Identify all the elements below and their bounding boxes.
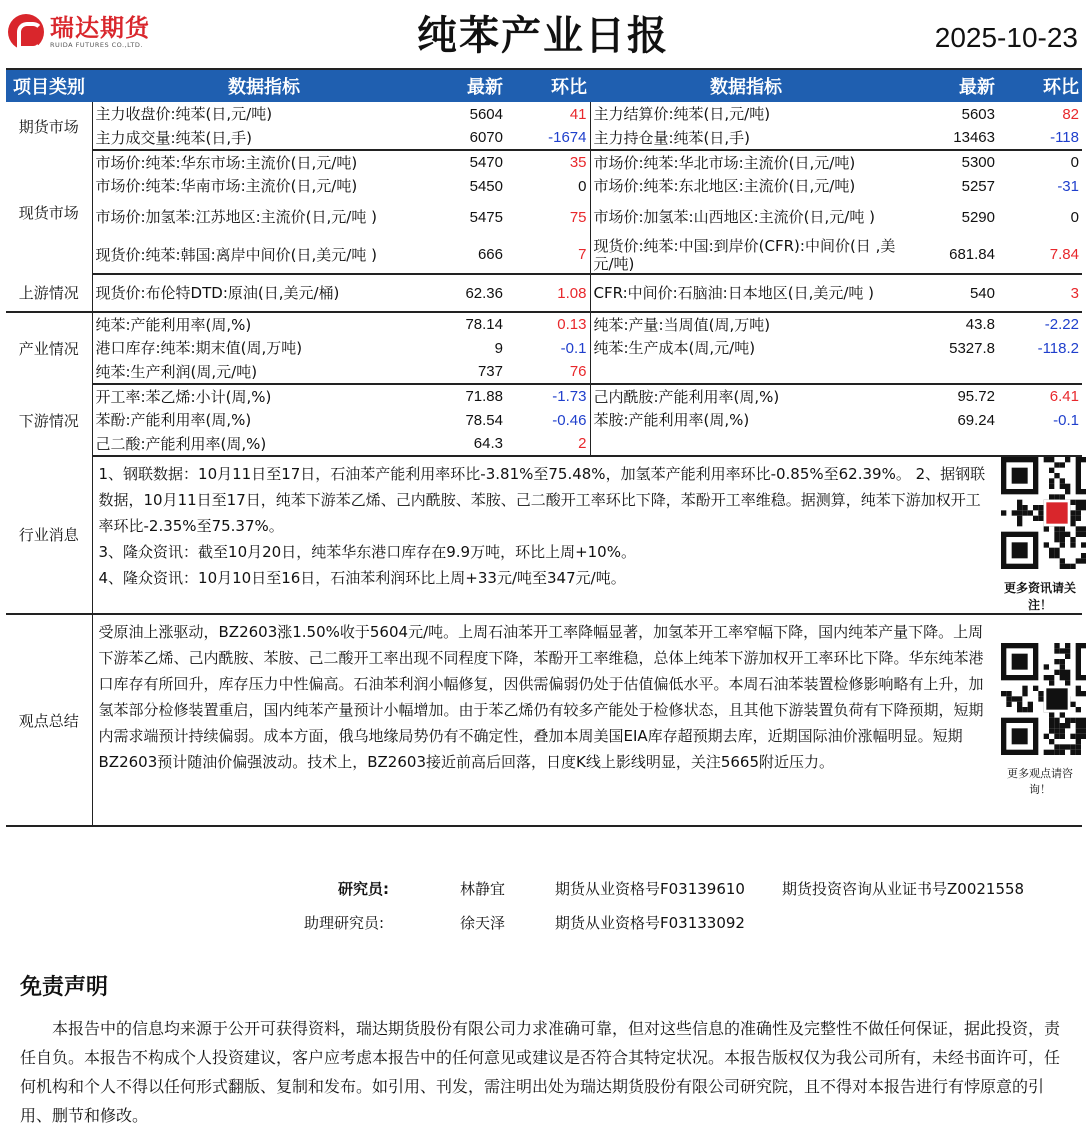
news-content — [92, 456, 998, 614]
summary-label: 观点总结 — [6, 614, 92, 826]
change-value: -1674 — [506, 126, 590, 150]
data-table — [6, 68, 1082, 827]
change-value: 0.13 — [557, 316, 587, 333]
col-header-change-2: 环比 — [998, 69, 1082, 102]
table-row — [6, 174, 1082, 198]
table-row — [6, 312, 1082, 336]
latest-value: 13463 — [902, 126, 998, 150]
indicator-name: 主力收盘价:纯苯(日,元/吨) — [95, 105, 273, 123]
category-downstream: 下游情况 — [6, 384, 92, 456]
researcher-advisory-cert: 期货投资咨询从业证书号Z0021558 — [782, 880, 1025, 898]
latest-value: 5327.8 — [949, 339, 995, 357]
assistant-name: 徐天泽 — [460, 914, 506, 932]
summary-qr-caption: 更多观点请咨询！ — [1007, 767, 1073, 796]
change-value: -0.1 — [560, 339, 587, 357]
table-row — [6, 384, 1082, 408]
assistant-label: 助理研究员: — [304, 914, 385, 932]
table-row — [6, 408, 1082, 432]
report-header — [0, 0, 1086, 68]
change-value: 2 — [506, 432, 590, 456]
table-row — [6, 336, 1082, 360]
indicator-name: 市场价:加氢苯:山西地区:主流价(日,元/吨 ) — [590, 198, 902, 236]
change-value: 0 — [578, 177, 587, 195]
category-futures: 期货市场 — [6, 102, 92, 150]
latest-value — [902, 432, 998, 456]
change-value: 41 — [569, 105, 587, 123]
researcher-name: 林静宜 — [460, 880, 506, 898]
category-spot: 现货市场 — [6, 150, 92, 274]
latest-value: 5475 — [469, 208, 503, 226]
change-value: 6.41 — [1049, 388, 1079, 405]
change-value: -118 — [998, 126, 1082, 150]
change-value: 75 — [569, 208, 587, 226]
news-label: 行业消息 — [6, 456, 92, 614]
latest-value: 5300 — [961, 154, 995, 171]
logo-name: 瑞达期货 — [50, 14, 150, 42]
change-value: 7.84 — [998, 236, 1082, 274]
latest-value: 6070 — [436, 126, 506, 150]
indicator-name: 苯酚:产能利用率(周,%) — [95, 411, 252, 429]
indicator-name: 纯苯:产能利用率(周,%) — [95, 315, 252, 334]
category-upstream: 上游情况 — [6, 274, 92, 312]
table-row — [6, 198, 1082, 236]
table-row — [6, 102, 1082, 126]
indicator-name: 港口库存:纯苯:期末值(周,万吨) — [95, 339, 303, 357]
latest-value: 5470 — [469, 154, 503, 171]
latest-value: 666 — [436, 236, 506, 274]
change-value: -118.2 — [1037, 339, 1079, 357]
latest-value: 5257 — [961, 177, 995, 195]
latest-value: 5450 — [469, 177, 503, 195]
table-row — [6, 150, 1082, 174]
indicator-name: 市场价:纯苯:东北地区:主流价(日,元/吨) — [590, 174, 902, 198]
category-industry: 产业情况 — [6, 312, 92, 384]
news-item-3: 3、隆众资讯：截至10月20日，纯苯华东港口库存在9.9万吨，环比上周+10%。 — [98, 543, 636, 561]
col-header-latest-2: 最新 — [902, 69, 998, 102]
news-qr-caption: 更多资讯请关注！ — [1003, 581, 1076, 612]
indicator-name: 纯苯:生产利润(周,元/吨) — [92, 360, 436, 384]
indicator-name: 己二酸:产能利用率(周,%) — [92, 432, 436, 456]
latest-value: 43.8 — [965, 316, 995, 333]
latest-value: 9 — [494, 339, 503, 357]
latest-value: 5290 — [961, 208, 995, 226]
indicator-name: 纯苯:产量:当周值(周,万吨) — [590, 312, 902, 336]
col-header-latest: 最新 — [436, 69, 506, 102]
indicator-name: 己内酰胺:产能利用率(周,%) — [590, 384, 902, 408]
change-value: -1.73 — [552, 388, 587, 405]
news-item-1: 1、钢联数据：10月11日至17日，石油苯产能利用率环比-3.81%至75.48%，加氢苯产能利用率环比-0.85%至62.39%。 2、据钢联数据，10月11日至17日，纯苯下游苯乙烯、己内酰胺、苯胺、己二酸开工率环比下降，苯酚开工率维稳。据测算，纯苯下游加权开工率环比-2.35%至75.37%。 — [98, 465, 986, 535]
indicator-name — [590, 432, 902, 456]
indicator-name: 主力持仓量:纯苯(日,手) — [590, 126, 902, 150]
latest-value — [902, 360, 998, 384]
change-value: 35 — [569, 154, 587, 171]
change-value: -0.46 — [552, 411, 587, 429]
col-header-indicator: 数据指标 — [92, 69, 436, 102]
table-row — [6, 274, 1082, 312]
change-value: -31 — [1057, 177, 1079, 195]
table-row — [6, 236, 1082, 274]
qr-code-icon — [1001, 457, 1086, 569]
indicator-name — [590, 360, 902, 384]
researcher-label: 研究员: — [338, 880, 389, 898]
summary-qr-panel — [998, 614, 1082, 826]
disclaimer-text: 本报告中的信息均来源于公开可获得资料，瑞达期货股份有限公司力求准确可靠，但对这些信息的准确性及完整性不做任何保证，据此投资，责任自负。本报告不构成个人投资建议，客户应考虑本报告中的任何意见或建议是否符合其特定状况。本报告版权仅为我公司所有，未经书面许可，任何机构和个人不得以任何形式翻版、复制和发布。如引用、刊发，需注明出处为瑞达期货股份有限公司研究院，且不得对本报告进行有悖原意的引用、删节和修改。 — [20, 1019, 1061, 1125]
indicator-name: 市场价:纯苯:华东市场:主流价(日,元/吨) — [95, 153, 358, 172]
latest-value: 5603 — [961, 105, 995, 123]
indicator-name: 开工率:苯乙烯:小计(周,%) — [95, 387, 272, 406]
table-row — [6, 432, 1082, 456]
indicator-name: 市场价:加氢苯:江苏地区:主流价(日,元/吨 ) — [95, 208, 377, 226]
latest-value: 78.14 — [465, 316, 503, 333]
latest-value: 71.88 — [465, 388, 503, 405]
change-value — [998, 360, 1082, 384]
indicator-name: 纯苯:生产成本(周,元/吨) — [590, 336, 902, 360]
change-value: 1.08 — [506, 274, 590, 312]
wechat-qr-code-icon — [1001, 643, 1086, 755]
change-value: 3 — [998, 274, 1082, 312]
latest-value: 95.72 — [957, 388, 995, 405]
report-date: 2025-10-23 — [934, 22, 1078, 53]
change-value: 7 — [506, 236, 590, 274]
change-value: 82 — [1062, 105, 1079, 123]
news-qr-panel — [998, 456, 1082, 614]
summary-row — [6, 614, 1082, 826]
indicator-name: 市场价:纯苯:华北市场:主流价(日,元/吨) — [590, 150, 902, 174]
col-header-change: 环比 — [506, 69, 590, 102]
indicator-name: 现货价:纯苯:韩国:离岸中间价(日,美元/吨 ) — [92, 236, 436, 274]
indicator-name: CFR:中间价:石脑油:日本地区(日,美元/吨 ) — [590, 274, 902, 312]
latest-value: 5604 — [469, 105, 503, 123]
change-value — [998, 432, 1082, 456]
table-row — [6, 126, 1082, 150]
col-header-indicator-2: 数据指标 — [590, 69, 902, 102]
logo-english: RUIDA FUTURES CO.,LTD. — [50, 41, 143, 49]
change-value: -2.22 — [1044, 316, 1079, 333]
news-item-4: 4、隆众资讯：10月10日至16日，石油苯利润环比上周+33元/吨至347元/吨。 — [98, 569, 626, 587]
indicator-name: 主力成交量:纯苯(日,手) — [92, 126, 436, 150]
news-row — [6, 456, 1082, 614]
assistant-cert: 期货从业资格号F03133092 — [555, 914, 745, 932]
summary-text: 受原油上涨驱动，BZ2603涨1.50%收于5604元/吨。上周石油苯开工率降幅显著，加氢苯开工率窄幅下降，国内纯苯产量下降。上周下游苯乙烯、己内酰胺、苯胺、己二酸开工率出现不同程度下降，苯酚开工率维稳，总体上纯苯下游加权开工率环比下降。华东纯苯港口库存有所回升，库存压力中性偏高。石油苯利润小幅修复，因供需偏弱仍处于估值偏低水平。本周石油苯装置检修影响略有上升，加氢苯部分检修装置重启，国内纯苯产量预计小幅增加。由于苯乙烯仍有较多产能处于检修状态，且其他下游装置负荷有下降预期，短期内需求端预计持续偏弱。成本方面，俄乌地缘局势仍有不确定性，叠加本周美国EIA库存超预期去库，近期国际油价涨幅明显。短期BZ2603预计随油价偏强波动。技术上，BZ2603接近前高后回落，日度K线上影线明显，关注5665附近压力。 — [92, 614, 998, 826]
latest-value: 78.54 — [465, 411, 503, 429]
indicator-name: 现货价:布伦特DTD:原油(日,美元/桶) — [92, 274, 436, 312]
latest-value: 69.24 — [957, 411, 995, 429]
researcher-cert: 期货从业资格号F03139610 — [555, 880, 745, 898]
change-value: 0 — [1070, 208, 1079, 226]
indicator-name: 苯胺:产能利用率(周,%) — [590, 408, 902, 432]
change-value: 76 — [506, 360, 590, 384]
change-value: 0 — [1070, 154, 1079, 171]
latest-value: 681.84 — [902, 236, 998, 274]
col-header-category: 项目类别 — [6, 69, 92, 102]
latest-value: 737 — [436, 360, 506, 384]
latest-value: 64.3 — [436, 432, 506, 456]
latest-value: 62.36 — [436, 274, 506, 312]
indicator-name: 主力结算价:纯苯(日,元/吨) — [590, 102, 902, 126]
latest-value: 540 — [902, 274, 998, 312]
table-row — [6, 360, 1082, 384]
disclaimer-title: 免责声明 — [20, 975, 109, 1000]
change-value: -0.1 — [1053, 411, 1079, 429]
indicator-name: 现货价:纯苯:中国:到岸价(CFR):中间价(日 ,美元/吨) — [590, 236, 902, 274]
indicator-name: 市场价:纯苯:华南市场:主流价(日,元/吨) — [95, 177, 358, 195]
report-title: 纯苯产业日报 — [417, 13, 669, 59]
table-header-row — [6, 69, 1082, 102]
